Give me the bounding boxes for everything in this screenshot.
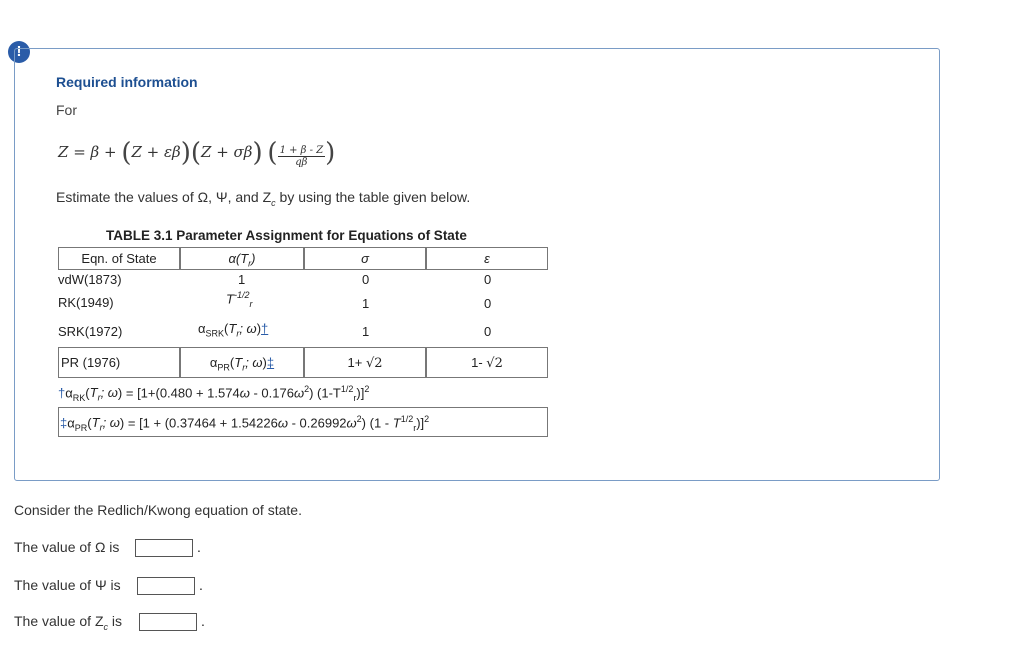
question-prompt: Consider the Redlich/Kwong equation of state. (14, 502, 302, 518)
for-label: For (56, 102, 77, 118)
row-eqn-rk: RK(1949) (58, 295, 114, 310)
row-eqn-vdw: vdW(1873) (58, 272, 122, 287)
zc-period: . (201, 613, 205, 629)
psi-input[interactable] (137, 577, 195, 595)
info-title: Required information (56, 74, 198, 90)
psi-period: . (199, 577, 203, 593)
psi-label: The value of Ψ is (14, 577, 121, 593)
row-epsilon-pr: 1- √2 (426, 347, 548, 378)
row-eqn-pr: PR (1976) (58, 347, 180, 378)
header-sigma: σ (304, 247, 426, 270)
estimate-instruction: Estimate the values of Ω, Ψ, and $Z_c$ by using the table given below. (56, 189, 471, 208)
dagger-link[interactable]: † (261, 321, 269, 336)
row-alpha-rk: $T^{-1/2}_r$ (226, 290, 253, 309)
footnote-pr: $\ddagger\alpha_{PR}(T_r$; $\omega) = [1 + (0.37464 + 1.54226\omega - 0.26992\omega^2)$ $(1 - T^{1/2}_r)]^2$ (60, 414, 430, 433)
header-alpha: $\alpha(T_r)$ (180, 247, 304, 270)
row-epsilon-vdw: 0 (484, 272, 492, 287)
row-alpha-srk: $\alpha_{SRK}(T_r$; ω)† (198, 321, 269, 339)
row-sigma-vdw: 0 (362, 272, 370, 287)
row-alpha-pr: $\alpha_{PR}(T_r$; ω)‡ (180, 347, 304, 378)
row-alpha-vdw: 1 (238, 272, 246, 287)
omega-label: The value of Ω is (14, 539, 120, 555)
row-sigma-pr: 1+ √2 (304, 347, 426, 378)
zc-label: The value of $Z_c$ is (14, 613, 122, 632)
row-sigma-rk: 1 (362, 296, 370, 311)
omega-period: . (197, 539, 201, 555)
double-dagger-link[interactable]: ‡ (266, 355, 275, 370)
header-eqn: Eqn. of State (58, 247, 180, 270)
table-title: TABLE 3.1 Parameter Assignment for Equations of State (106, 228, 467, 243)
row-eqn-srk: SRK(1972) (58, 324, 123, 339)
row-epsilon-srk: 0 (484, 324, 492, 339)
zc-input[interactable] (139, 613, 197, 631)
omega-input[interactable] (135, 539, 193, 557)
row-sigma-srk: 1 (362, 324, 370, 339)
footnote-srk: $\dagger\alpha_{RK}(T_r$; $\omega) = [1+(0.480 + 1.574\omega - 0.176\omega^2)$ $(1-T^{1/2}_r)]^2$ (58, 384, 370, 403)
cubic-eos-equation: Z = β + (Z + εβ)(Z + σβ) ( $\frac{1 + \beta - Z}{q\beta}$ ) (58, 138, 336, 168)
alert-icon: ! (8, 41, 30, 63)
equation-fraction: $\frac{1 + \beta - Z}{q\beta}$ (279, 145, 324, 168)
equation-text: Z = β + (58, 143, 122, 161)
row-epsilon-rk: 0 (484, 296, 492, 311)
header-epsilon: ε (426, 247, 548, 270)
